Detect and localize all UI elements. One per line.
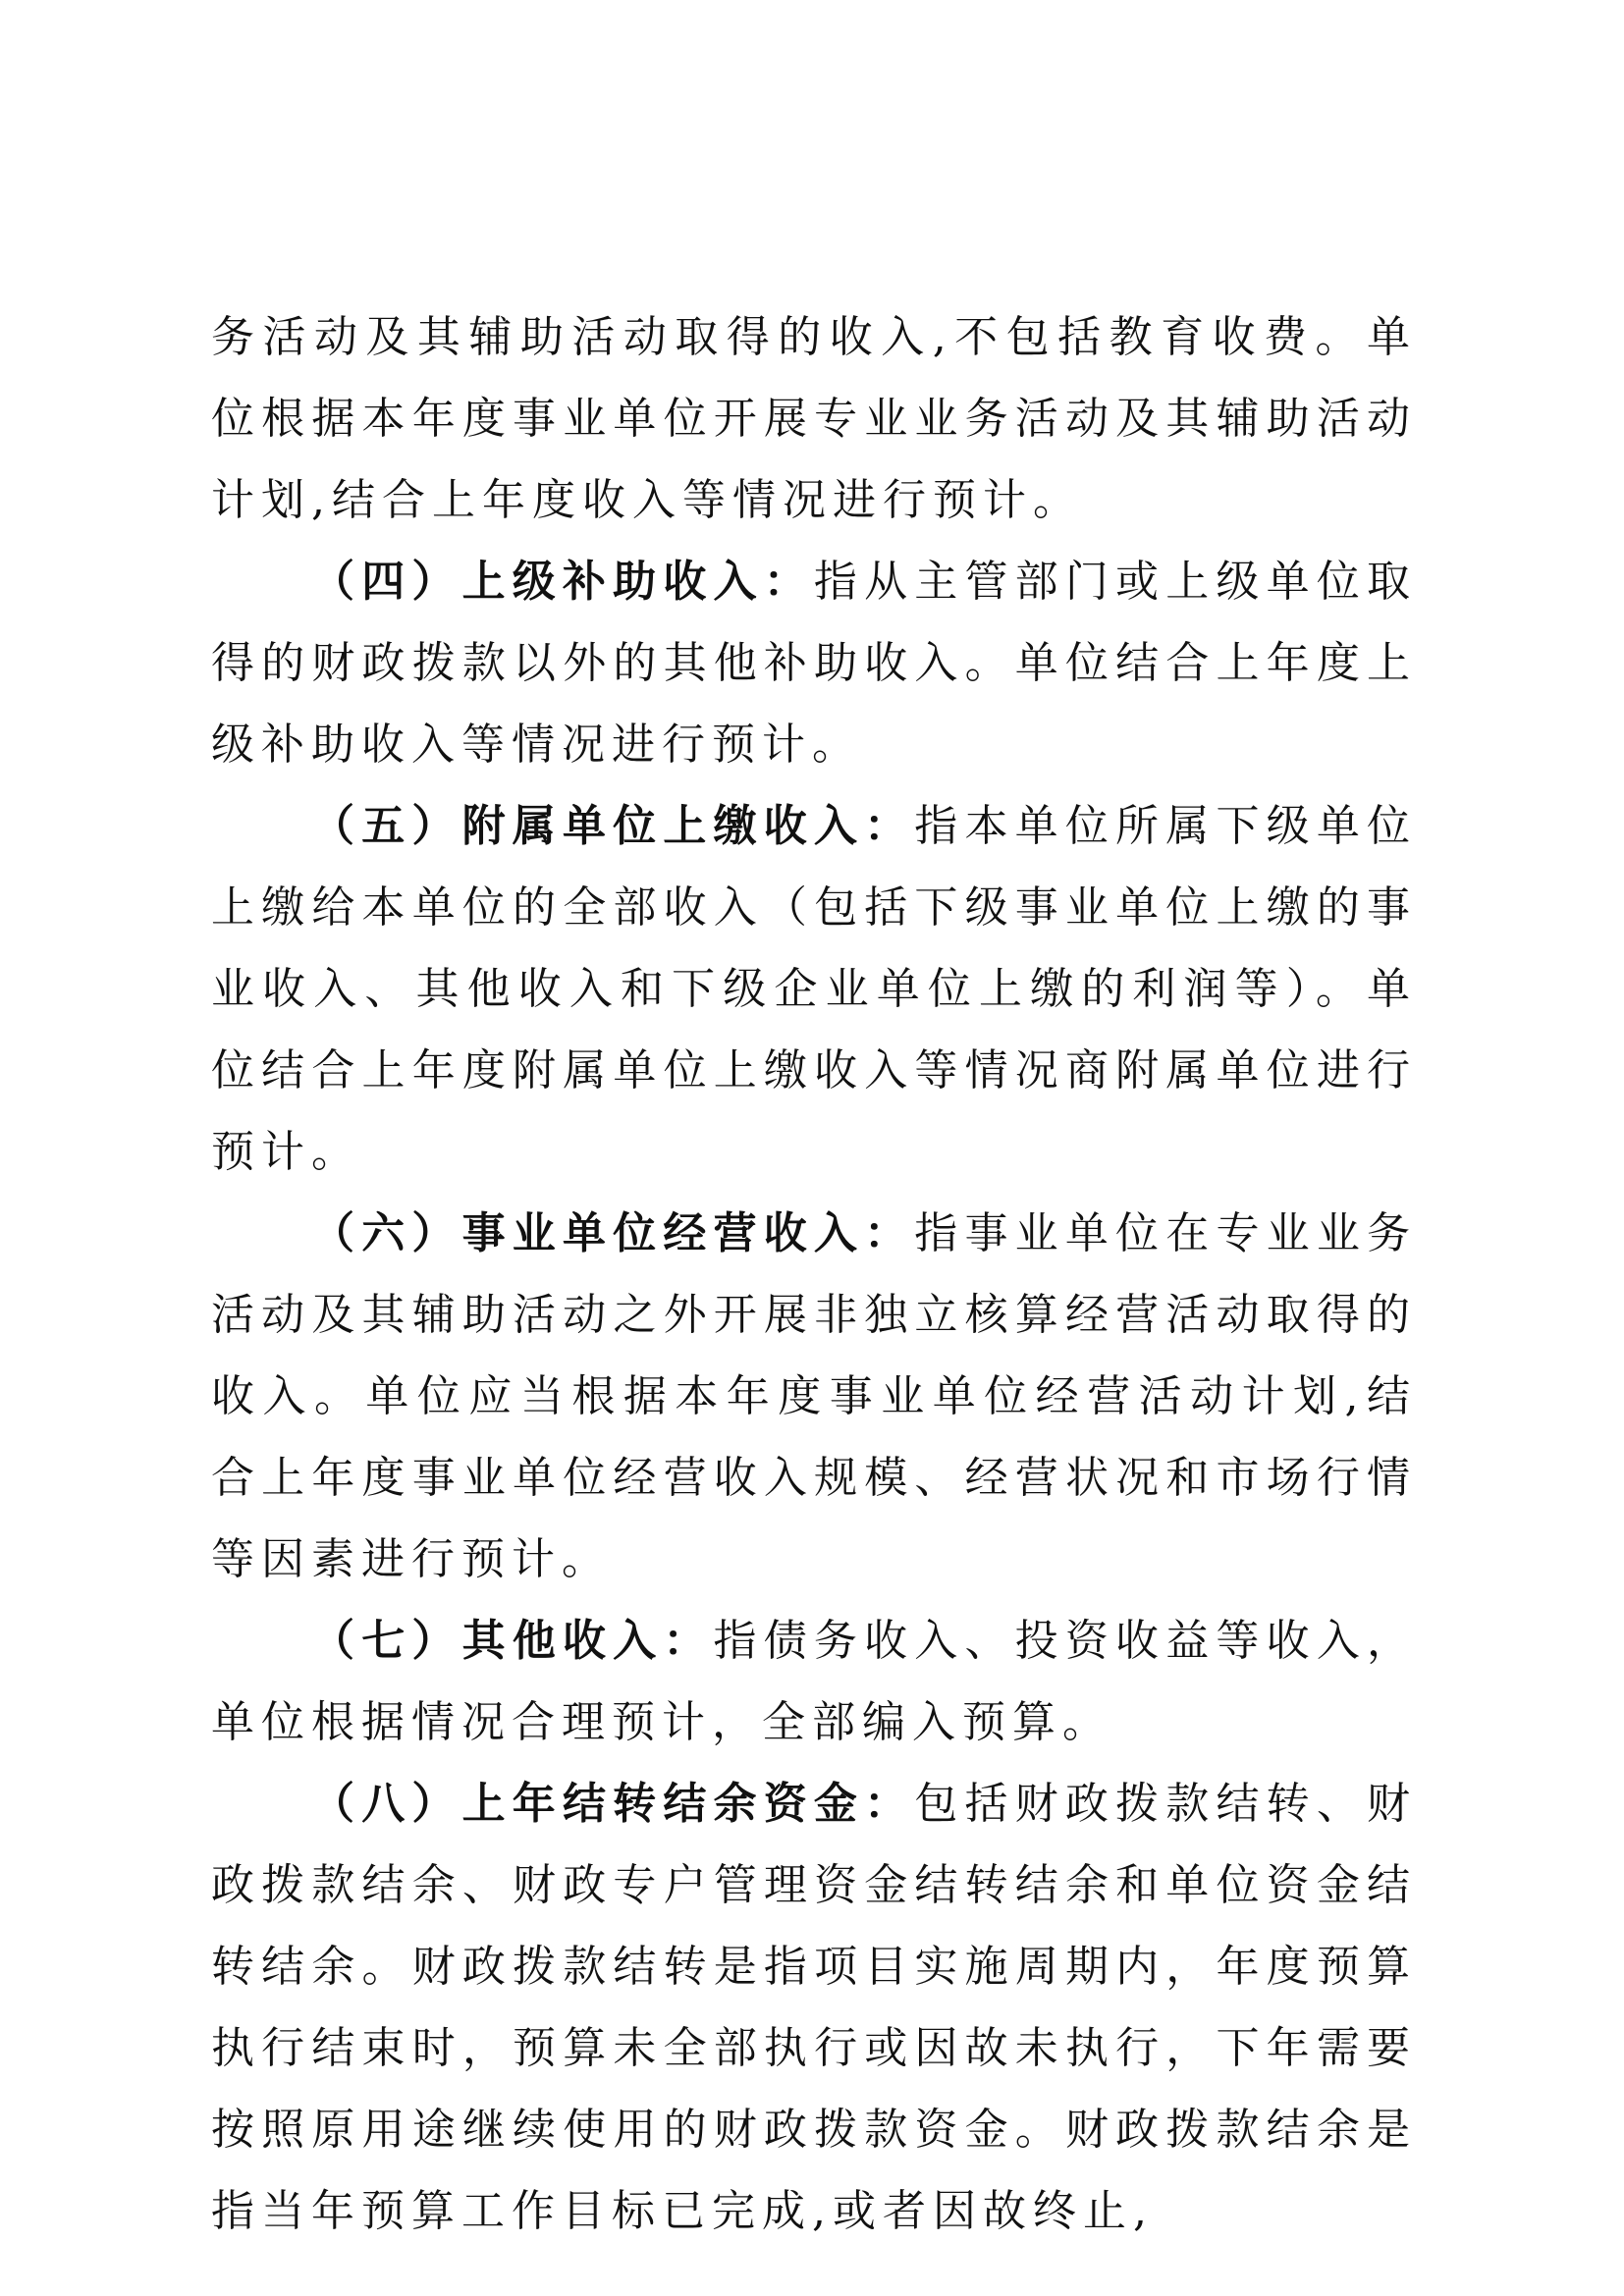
paragraph-operating-income (211, 1193, 1417, 1600)
paragraph-body: 指从主管部门或上级单位取得的财政拨款以外的其他补助收入。单位结合上年度上级补助收入等情况进行预计。 (211, 557, 1418, 770)
paragraph-continuation (211, 296, 1417, 541)
section-heading: （六）事业单位经营收入： (311, 1208, 915, 1258)
paragraph-carryover-funds (211, 1763, 1417, 2252)
section-heading: （五）附属单位上缴收入： (311, 801, 915, 851)
document-page (211, 296, 1417, 2252)
section-heading: （四）上级补助收入： (311, 557, 814, 607)
paragraph-affiliated-unit-income (211, 785, 1417, 1193)
section-heading: （七）其他收入： (311, 1616, 714, 1666)
paragraph-body: 指本单位所属下级单位上缴给本单位的全部收入（包括下级事业单位上缴的事业收入、其他收入和下级企业单位上缴的利润等）。单位结合上年度附属单位上缴收入等情况商附属单位进行预计。 (211, 801, 1418, 1177)
paragraph-other-income (211, 1600, 1417, 1763)
paragraph-body: 指债务收入、投资收益等收入，单位根据情况合理预计，全部编入预算。 (211, 1616, 1418, 1747)
paragraph-body: 指事业单位在专业业务活动及其辅助活动之外开展非独立核算经营活动取得的收入。单位应当根据本年度事业单位经营活动计划,结合上年度事业单位经营收入规模、经营状况和市场行情等因素进行预计。 (211, 1208, 1418, 1584)
section-heading: （八）上年结转结余资金： (311, 1779, 915, 1829)
paragraph-superior-subsidy-income (211, 541, 1417, 785)
paragraph-body: 包括财政拨款结转、财政拨款结余、财政专户管理资金结转结余和单位资金结转结余。财政拨款结转是指项目实施周期内，年度预算执行结束时，预算未全部执行或因故未执行，下年需要按照原用途继续使用的财政拨款资金。财政拨款结余是指当年预算工作目标已完成,或者因故终止, (211, 1779, 1418, 2236)
paragraph-body: 务活动及其辅助活动取得的收入,不包括教育收费。单位根据本年度事业单位开展专业业务活动及其辅助活动计划,结合上年度收入等情况进行预计。 (211, 312, 1417, 525)
